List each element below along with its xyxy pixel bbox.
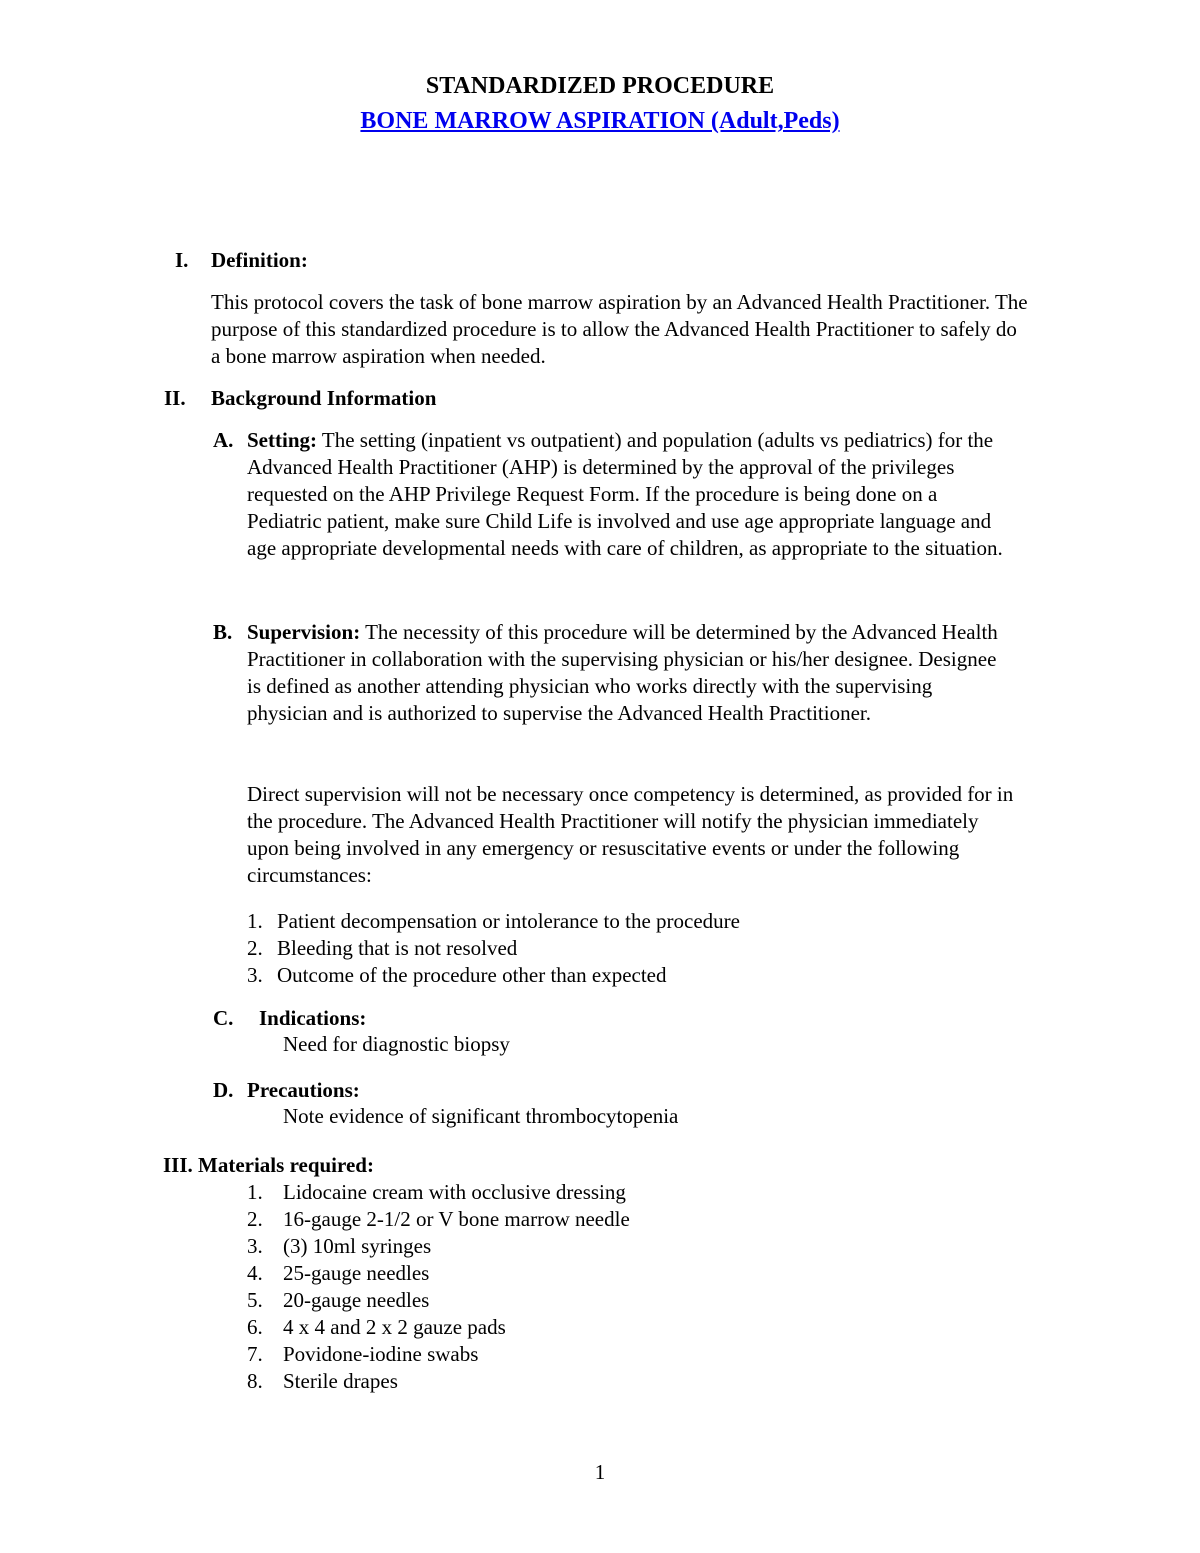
section-1-heading [175, 247, 308, 274]
setting-text: The setting (inpatient vs outpatient) and population (adults vs pediatrics) for the Advanced Health Practitioner (AHP) is determined by the approval of the privileges requested on the AHP Privilege Request Form. If the procedure is being done on a Pediatric patient, make sure Child Life is involved and use age appropriate language and age appropriate developmental needs with care of children, as appropriate to the situation. [247, 428, 1003, 560]
setting-label: Setting: [247, 428, 317, 452]
list-item: 1. Lidocaine cream with occlusive dressing [247, 1180, 626, 1204]
supervision-label: Supervision: [247, 620, 361, 644]
list-item: 4. 25-gauge needles [247, 1261, 430, 1285]
list-item: 1. Patient decompensation or intolerance to the procedure [247, 909, 740, 933]
indications-letter: C. [213, 1006, 234, 1030]
list-item: 3. (3) 10ml syringes [247, 1234, 432, 1258]
precautions-label: Precautions: [247, 1078, 360, 1102]
list-item: 3. Outcome of the procedure other than expected [247, 963, 667, 987]
supervision-circumstances-list [247, 908, 740, 989]
setting-subsection [213, 427, 1013, 562]
supervision-letter: B. [213, 620, 233, 644]
indications-text: Need for diagnostic biopsy [283, 1032, 510, 1056]
list-item: 2. 16-gauge 2-1/2 or V bone marrow needle [247, 1207, 630, 1231]
list-item: 5. 20-gauge needles [247, 1288, 430, 1312]
list-item: 8. Sterile drapes [247, 1369, 398, 1393]
section-2-title: Background Information [211, 386, 437, 410]
document-subtitle-link[interactable]: BONE MARROW ASPIRATION (Adult,Peds) [360, 108, 840, 134]
section-1-number: I. [175, 248, 189, 272]
precautions-text: Note evidence of significant thrombocytopenia [283, 1104, 679, 1128]
list-item: 2. Bleeding that is not resolved [247, 936, 518, 960]
list-item: 6. 4 x 4 and 2 x 2 gauze pads [247, 1315, 506, 1339]
indications-label: Indications: [259, 1006, 367, 1030]
section-1-title: Definition: [211, 248, 308, 272]
setting-letter: A. [213, 428, 234, 452]
section-2-heading [164, 385, 436, 412]
section-1-definition-text: This protocol covers the task of bone marrow aspiration by an Advanced Health Practitioner. The purpose of this standardized procedure is to allow the Advanced Health Practitioner to safely do a bone marrow aspiration when needed. [211, 290, 1028, 368]
precautions-heading [213, 1077, 360, 1104]
document-title: STANDARDIZED PROCEDURE [425, 73, 775, 99]
section-3-heading: III. Materials required: [163, 1153, 374, 1177]
page-number: 1 [594, 1460, 606, 1484]
section-2-number: II. [164, 386, 186, 410]
materials-list [247, 1179, 630, 1395]
list-item: 7. Povidone-iodine swabs [247, 1342, 479, 1366]
indications-heading [213, 1005, 366, 1032]
supervision-subsection [213, 619, 1013, 727]
precautions-letter: D. [213, 1078, 234, 1102]
supervision-text-2: Direct supervision will not be necessary once competency is determined, as provided for in the procedure. The Advanced Health Practitioner will notify the physician immediately upon being involved in any emergency or resuscitative events or under the following circumstances: [247, 782, 1014, 887]
supervision-text: The necessity of this procedure will be determined by the Advanced Health Practitioner in collaboration with the supervising physician or his/her designee. Designee is defined as another attending physician who works directly with the supervising physician and is authorized to supervise the Advanced Health Practitioner. [247, 620, 998, 725]
